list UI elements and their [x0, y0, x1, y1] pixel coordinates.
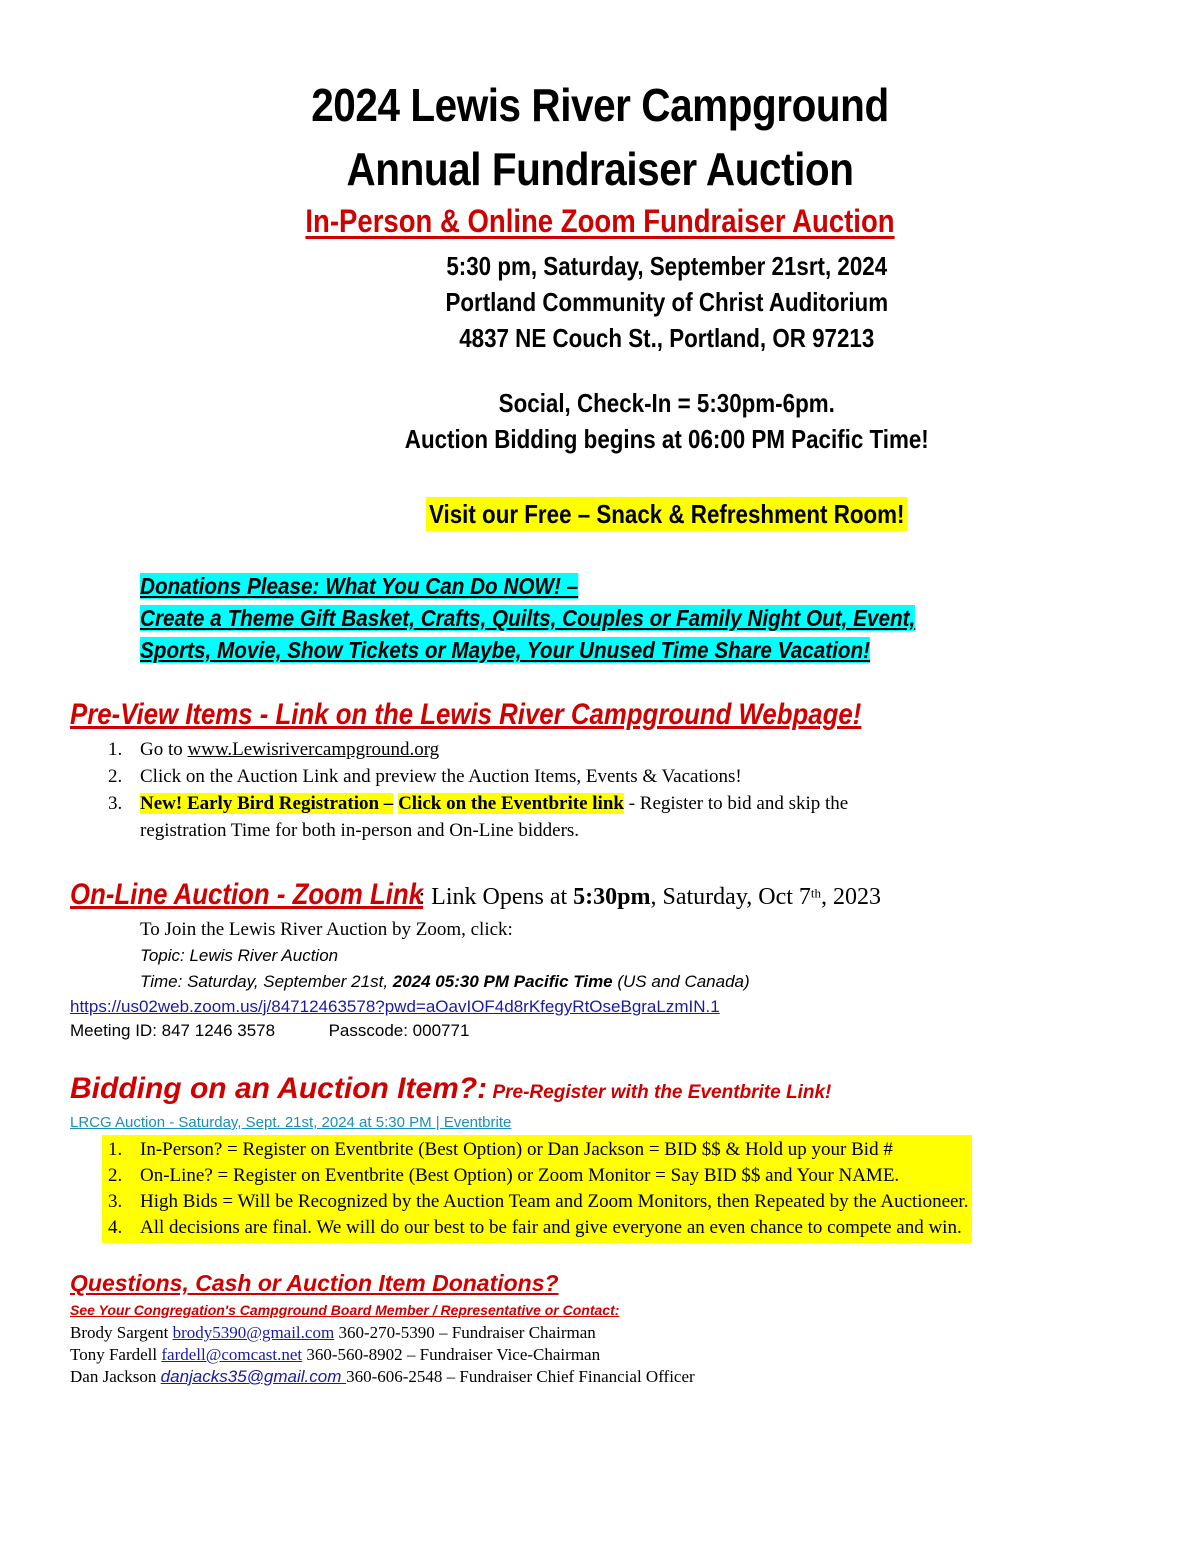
event-address: 4837 NE Couch St., Portland, OR 97213 — [459, 323, 875, 353]
title-line-2: Annual Fundraiser Auction — [346, 143, 854, 195]
donations-callout — [140, 570, 1001, 666]
contact-dan-jackson: Dan Jackson danjacks35@gmail.com 360-606-2548 – Fundraiser Chief Financial Officer — [70, 1367, 695, 1386]
bidding-subheading: Pre-Register with the Eventbrite Link! — [487, 1082, 832, 1103]
donations-line-1: Donations Please: What You Can Do NOW! – — [140, 573, 579, 599]
social-checkin: Social, Check-In = 5:30pm-6pm. — [498, 388, 835, 418]
link-opens-time: 5:30pm — [573, 884, 651, 910]
preview-step-1: 1. Go to www.Lewisrivercampground.org — [108, 739, 440, 760]
early-bird-highlight: New! Early Bird Registration – — [140, 793, 394, 814]
donations-line-2: Create a Theme Gift Basket, Crafts, Quilts, Couples or Family Night Out, Event, — [140, 605, 916, 631]
bidding-rule-2: 2. On-Line? = Register on Eventbrite (Best Option) or Zoom Monitor = Say BID $$ and Your NAME. — [108, 1165, 900, 1186]
zoom-join-text: To Join the Lewis River Auction by Zoom, click: — [140, 919, 513, 940]
event-venue: Portland Community of Christ Auditorium — [445, 287, 889, 317]
schedule-info — [323, 385, 1011, 457]
preview-steps — [108, 736, 848, 844]
contacts-subheading: See Your Congregation's Campground Board Member / Representative or Contact: — [70, 1302, 620, 1318]
bidding-start: Auction Bidding begins at 06:00 PM Pacific Time! — [404, 424, 929, 454]
preview-step-3: 3. New! Early Bird Registration – Click on the Eventbrite link - Register to bid and skip the registration Time for both in-person and On-Line bidders. — [108, 793, 849, 841]
meeting-id: Meeting ID: 847 1246 3578 — [70, 1021, 276, 1040]
zoom-topic: Topic: Lewis River Auction — [140, 946, 339, 965]
eventbrite-registration-link[interactable]: LRCG Auction - Saturday, Sept. 21st, 2024 at 5:30 PM | Eventbrite — [70, 1114, 512, 1131]
bidding-rules — [102, 1135, 972, 1243]
zoom-meeting-credentials — [70, 1021, 469, 1041]
contact-email-link[interactable]: brody5390@gmail.com — [172, 1323, 335, 1342]
preview-heading: Pre-View Items - Link on the Lewis River Campground Webpage! — [70, 698, 862, 731]
preview-step-2: 2. Click on the Auction Link and preview the Auction Items, Events & Vacations! — [108, 766, 742, 787]
contact-tony-fardell: Tony Fardell fardell@comcast.net 360-560-8902 – Fundraiser Vice-Chairman — [70, 1345, 601, 1364]
bidding-heading: Bidding on an Auction Item?: — [70, 1072, 488, 1105]
contact-email-link[interactable]: fardell@comcast.net — [161, 1345, 303, 1364]
bidding-heading-row — [70, 1072, 831, 1106]
zoom-meeting-link[interactable]: https://us02web.zoom.us/j/84712463578?pwd=aOavIOF4d8rKfegyRtOseBgraLzmIN.1 — [70, 997, 720, 1016]
contact-list — [70, 1322, 695, 1388]
bidding-rule-1: 1. In-Person? = Register on Eventbrite (Best Option) or Dan Jackson = BID $$ & Hold up your Bid # — [108, 1139, 893, 1160]
event-info — [323, 248, 1011, 356]
online-heading-row: On-Line Auction - Zoom Link: Link Opens at 5:30pm, Saturday, Oct 7th, 2023 — [70, 878, 882, 911]
campground-website-link[interactable]: www.Lewisrivercampground.org — [187, 739, 440, 760]
contact-email-link[interactable]: danjacks35@gmail.com — [160, 1367, 347, 1386]
meeting-passcode: Passcode: 000771 — [328, 1021, 470, 1040]
title-line-1: 2024 Lewis River Campground — [311, 79, 889, 131]
snack-room-note — [323, 496, 1011, 532]
link-opens-prefix: : Link Opens at — [418, 884, 574, 910]
contacts-heading: Questions, Cash or Auction Item Donations? — [70, 1270, 559, 1296]
zoom-time: Time: Saturday, September 21st, 2024 05:30 PM Pacific Time (US and Canada) — [140, 972, 750, 991]
donations-line-3: Sports, Movie, Show Tickets or Maybe, Your Unused Time Share Vacation! — [140, 637, 871, 663]
contact-brody-sargent: Brody Sargent brody5390@gmail.com 360-270-5390 – Fundraiser Chairman — [70, 1323, 596, 1342]
bidding-rule-3: 3. High Bids = Will be Recognized by the Auction Team and Zoom Monitors, then Repeated by the Auctioneer. — [108, 1191, 969, 1212]
bidding-rule-4: 4. All decisions are final. We will do our best to be fair and give everyone an even chance to compete and win. — [108, 1217, 962, 1238]
snack-room-text: Visit our Free – Snack & Refreshment Room! — [426, 497, 908, 531]
event-datetime: 5:30 pm, Saturday, September 21srt, 2024 — [446, 251, 888, 281]
subtitle: In-Person & Online Zoom Fundraiser Auction — [305, 203, 895, 239]
online-heading: On-Line Auction - Zoom Link — [70, 878, 424, 911]
eventbrite-link-highlight[interactable]: Click on the Eventbrite link — [398, 793, 624, 814]
